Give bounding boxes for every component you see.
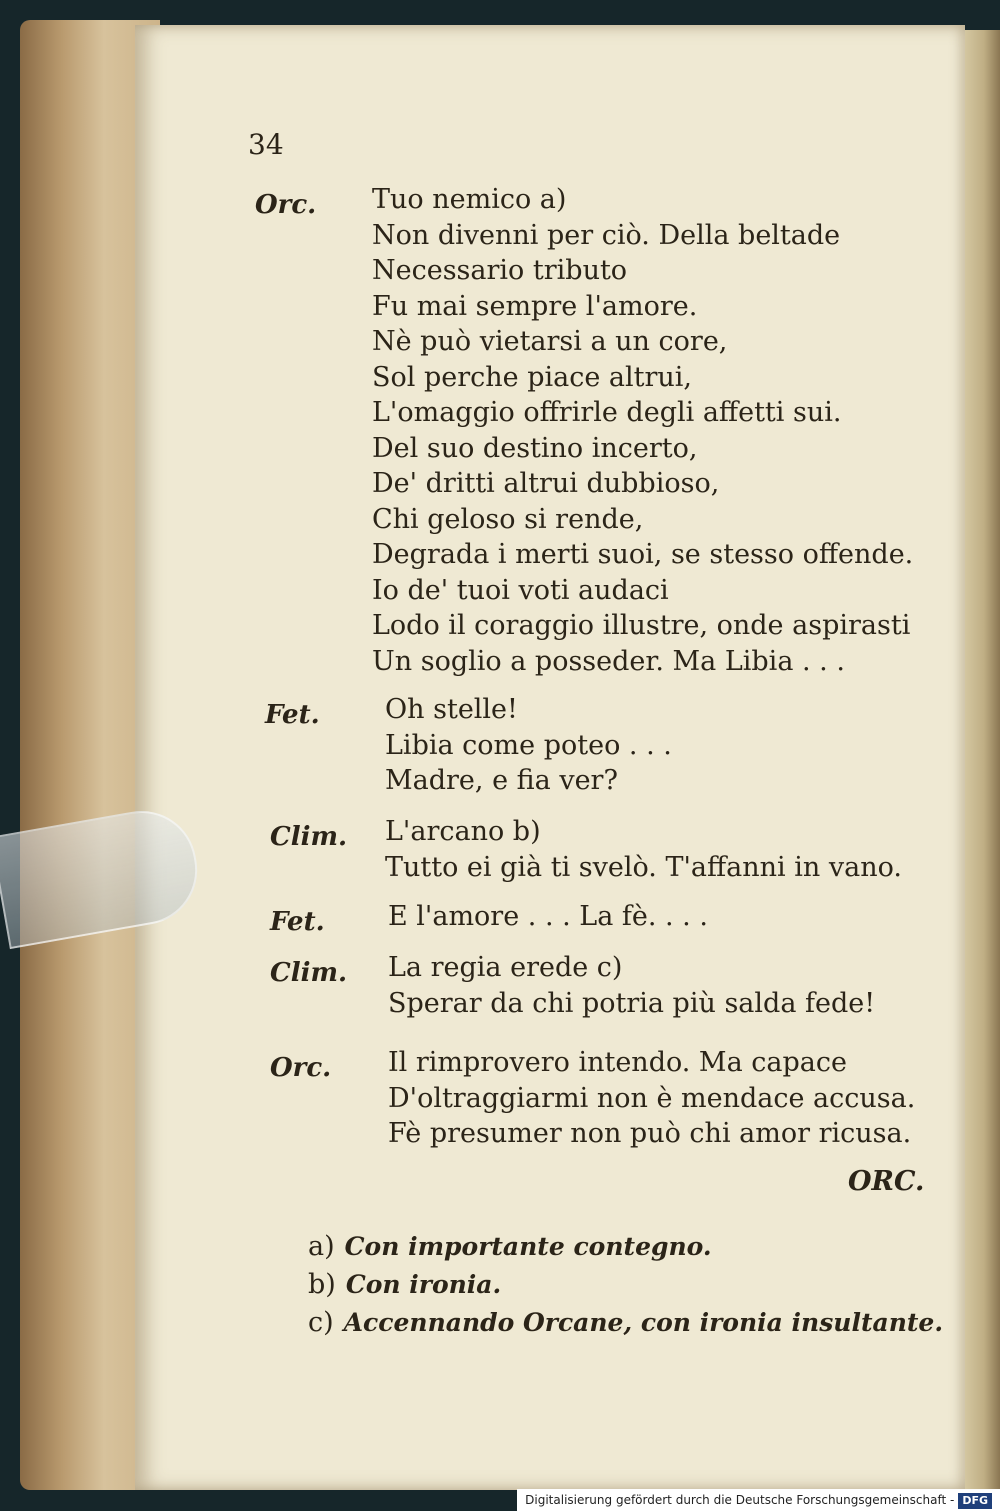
speech-block xyxy=(388,899,708,935)
verse-line: Chi geloso si rende, xyxy=(372,503,644,535)
speaker-label: Clim. xyxy=(270,958,348,988)
verse-line: Del suo destino incerto, xyxy=(372,432,698,464)
digitization-footer xyxy=(517,1489,1000,1511)
verse-line: Il rimprovero intendo. Ma capace xyxy=(388,1047,847,1078)
verse-line: Sol perche piace altrui, xyxy=(372,361,693,393)
footnote xyxy=(308,1304,943,1342)
speech-block xyxy=(372,182,913,679)
verse-line: Io de' tuoi voti audaci xyxy=(372,574,669,606)
verse-line: Madre, e fia ver? xyxy=(385,765,618,796)
verse-line: De' dritti altrui dubbioso, xyxy=(372,468,720,499)
footnote-text: Con ironia. xyxy=(345,1270,502,1299)
verse-line: Libia come poteo . . . xyxy=(385,729,672,761)
catchword: ORC. xyxy=(848,1166,925,1197)
speech-block xyxy=(385,692,672,799)
footnotes xyxy=(308,1228,943,1342)
speaker-label: Orc. xyxy=(270,1053,332,1083)
verse-line: L'omaggio offrirle degli affetti sui. xyxy=(372,397,842,428)
footnote-text: Accennando Orcane, con ironia insultante. xyxy=(343,1308,944,1337)
speech-block xyxy=(385,814,902,885)
verse-line: Necessario tributo xyxy=(372,255,628,286)
verse-line: Fu mai sempre l'amore. xyxy=(372,290,698,322)
footer-text: Digitalisierung gefördert durch die Deutsche Forschungsgemeinschaft - xyxy=(525,1493,955,1507)
verse-line: Lodo il coraggio illustre, onde aspirasti xyxy=(372,610,911,641)
footnote-mark: a) xyxy=(308,1231,335,1262)
verse-line: Fè presumer non può chi amor ricusa. xyxy=(388,1118,912,1149)
footnote xyxy=(308,1228,943,1266)
speaker-label: Fet. xyxy=(270,907,325,937)
footnote-mark: c) xyxy=(308,1307,334,1338)
verse-line: Sperar da chi potria più salda fede! xyxy=(388,987,876,1019)
verse-line: Oh stelle! xyxy=(385,694,518,725)
footnote-text: Con importante contegno. xyxy=(344,1232,712,1261)
verse-line: E l'amore . . . La fè. . . . xyxy=(388,901,708,932)
verse-line: D'oltraggiarmi non è mendace accusa. xyxy=(388,1082,916,1114)
verse-line: Non divenni per ciò. Della beltade xyxy=(372,219,841,251)
page-number: 34 xyxy=(248,128,284,161)
verse-line: La regia erede c) xyxy=(388,952,623,983)
verse-line: L'arcano b) xyxy=(385,816,541,847)
speaker-label: Orc. xyxy=(255,190,317,220)
speech-block xyxy=(388,1045,915,1152)
footnote-mark: b) xyxy=(308,1269,336,1300)
verse-line: Tuo nemico a) xyxy=(372,184,567,215)
speech-block xyxy=(388,950,875,1021)
footnote xyxy=(308,1266,943,1304)
speaker-label: Fet. xyxy=(265,700,320,730)
speaker-label: Clim. xyxy=(270,822,348,852)
dfg-logo: DFG xyxy=(958,1493,992,1509)
verse-line: Nè può vietarsi a un core, xyxy=(372,326,728,357)
verse-line: Un soglio a posseder. Ma Libia . . . xyxy=(372,645,845,677)
verse-line: Degrada i merti suoi, se stesso offende. xyxy=(372,539,914,570)
book-edge-right xyxy=(960,30,1000,1490)
verse-line: Tutto ei già ti svelò. T'affanni in vano. xyxy=(385,851,902,883)
